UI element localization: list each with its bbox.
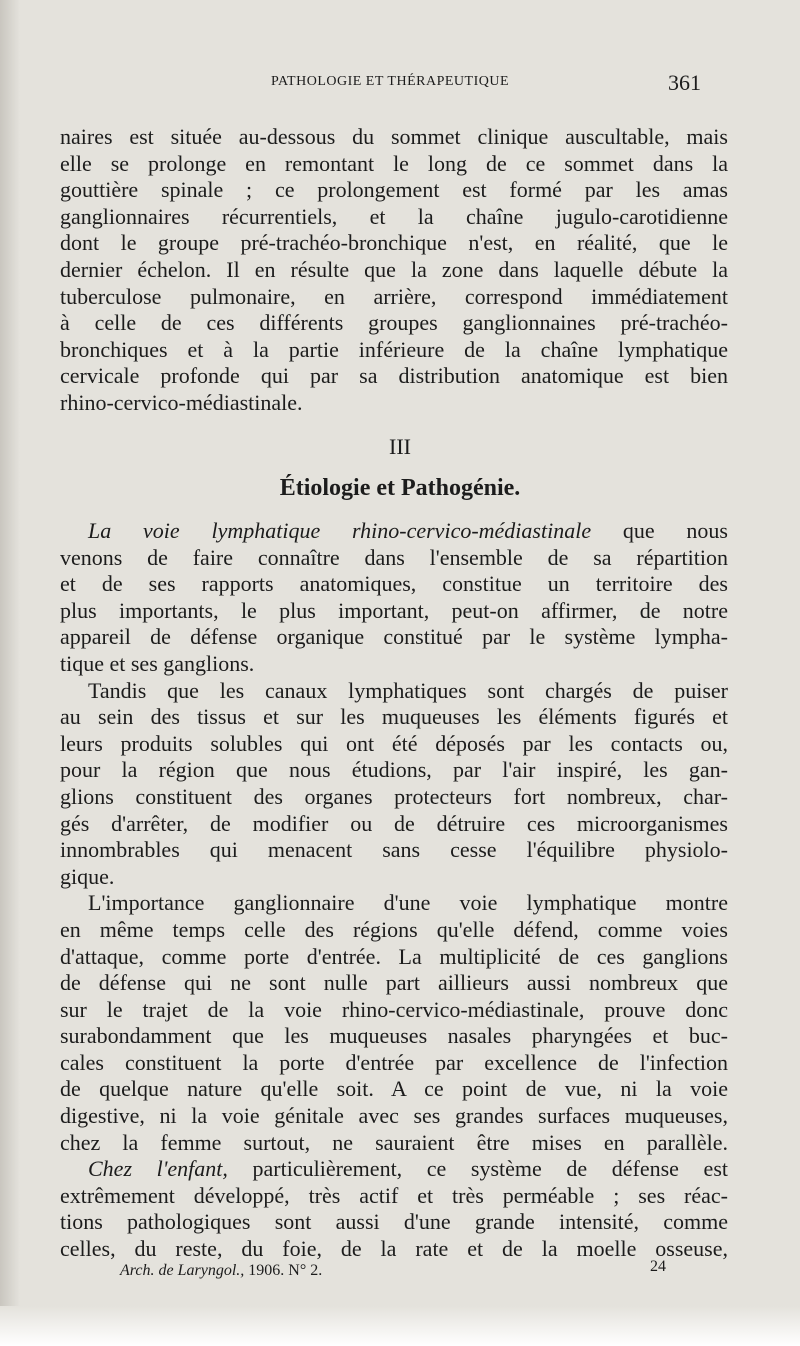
text-line: d'attaque, comme porte d'entrée. La multiplicité de ces ganglions	[60, 943, 728, 969]
journal-issue: 1906. N° 2.	[244, 1262, 323, 1279]
text-line: innombrables qui menacent sans cesse l'équilibre physiolo-	[60, 837, 728, 863]
body-text	[60, 518, 728, 1263]
text-line: gés d'arrêter, de modifier ou de détruire ces microorganismes	[60, 810, 728, 836]
text-line: de défense qui ne sont nulle part aillieurs aussi nombreux que	[60, 970, 728, 996]
italic-term: La voie lymphatique rhino-cervico-médiastinale	[88, 518, 592, 543]
paragraph-1	[60, 124, 728, 417]
text-line: elle se prolonge en remontant le long de ce sommet dans la	[60, 150, 728, 176]
text-line: celles, du reste, du foie, de la rate et de la moelle osseuse,	[60, 1236, 728, 1262]
text-line: bronchiques et à la partie inférieure de la chaîne lymphatique	[60, 336, 728, 362]
text-run: particulièrement, ce système de défense est	[227, 1156, 728, 1182]
text-line: Tandis que les canaux lymphatiques sont chargés de puiser	[88, 677, 728, 703]
text-line: sur le trajet de la voie rhino-cervico-médiastinale, prouve donc	[60, 996, 728, 1022]
text-line: au sein des tissus et sur les muqueuses les éléments figurés et	[60, 704, 728, 730]
text-line: et de ses rapports anatomiques, constitue un territoire des	[60, 571, 728, 597]
page-left-edge-shadow	[0, 0, 20, 1346]
text-line: tions pathologiques sont aussi d'une grande intensité, comme	[60, 1209, 728, 1235]
running-title: PATHOLOGIE ET THÉRAPEUTIQUE	[270, 74, 509, 89]
text-line: naires est située au-dessous du sommet clinique auscultable, mais	[60, 124, 728, 149]
text-line: à celle de ces différents groupes ganglionnaines pré-trachéo-	[60, 310, 728, 336]
text-line: dernier échelon. Il en résulte que la zone dans laquelle débute la	[60, 256, 728, 282]
text-line	[60, 518, 728, 545]
text-line: chez la femme surtout, ne sauraient être mises en parallèle.	[60, 1129, 728, 1155]
text-run: que nous	[591, 518, 728, 543]
text-line: gouttière spinale ; ce prolongement est formé par les amas	[60, 177, 728, 203]
text-line: surabondamment que les muqueuses nasales pharyngées et buc-	[60, 1023, 728, 1049]
text-line: de quelque nature qu'elle soit. A ce point de vue, ni la voie	[60, 1076, 728, 1102]
text-line: L'importance ganglionnaire d'une voie lymphatique montre	[88, 890, 728, 916]
text-line: tuberculose pulmonaire, en arrière, correspond immédiatement	[60, 283, 728, 309]
text-line: leurs produits solubles qui ont été déposés par les contacts ou,	[60, 730, 728, 756]
text-line: extrêmement développé, très actif et très perméable ; ses réac-	[60, 1182, 728, 1208]
italic-term: Chez l'enfant,	[88, 1156, 228, 1182]
section-title: Étiologie et Pathogénie.	[279, 475, 521, 501]
text-line: glions constituent des organes protecteurs fort nombreux, char-	[60, 783, 728, 809]
text-line: venons de faire connaître dans l'ensemble de sa répartition	[60, 544, 728, 570]
page-bottom-margin	[0, 1306, 800, 1346]
page-number: 361	[668, 70, 701, 95]
signature-mark: 24	[650, 1258, 666, 1275]
journal-reference	[120, 1262, 322, 1280]
text-line: tique et ses ganglions.	[60, 650, 255, 676]
journal-name: Arch. de Laryngol.,	[120, 1262, 245, 1279]
section-number: III	[389, 434, 411, 459]
text-line: plus importants, le plus important, peut-on affirmer, de notre	[60, 597, 728, 623]
text-line: en même temps celle des régions qu'elle défend, comme voies	[60, 916, 728, 942]
text-line: appareil de défense organique constitué par le système lympha-	[60, 624, 728, 650]
text-line: cales constituent la porte d'entrée par excellence de l'infection	[60, 1049, 728, 1075]
text-line: ganglionnaires récurrentiels, et la chaîne jugulo-carotidienne	[60, 203, 728, 229]
text-line: gique.	[60, 863, 115, 889]
text-line: rhino-cervico-médiastinale.	[60, 389, 303, 415]
text-line: digestive, ni la voie génitale avec ses grandes surfaces muqueuses,	[60, 1103, 728, 1129]
text-line: cervicale profonde qui par sa distribution anatomique est bien	[60, 363, 728, 389]
text-line	[60, 1156, 728, 1183]
text-line: dont le groupe pré-trachéo-bronchique n'est, en réalité, que le	[60, 230, 728, 256]
text-line: pour la région que nous étudions, par l'air inspiré, les gan-	[60, 757, 728, 783]
